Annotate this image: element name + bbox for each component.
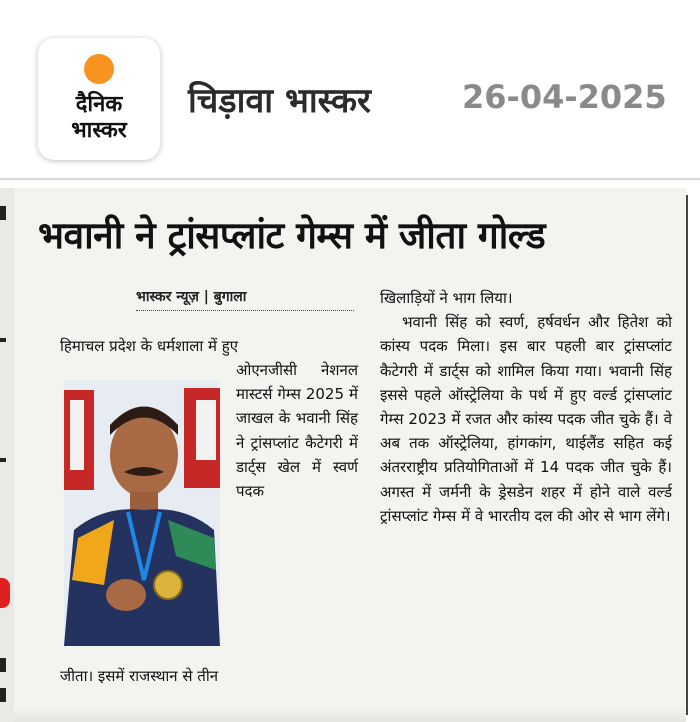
column1-bottom-text: जीता। इसमें राजस्थान से तीन [60, 667, 219, 685]
article-headline: भवानी ने ट्रांसप्लांट गेम्स में जीता गोल्ड [38, 214, 546, 257]
edge-mark [0, 338, 6, 342]
column1-side-text: ओएनजीसी नेशनल मास्टर्स गेम्स 2025 में जाखल के भवानी सिंह ने ट्रांसप्लांट कैटेगरी में डार्ट्स खेल में स्वर्ण पदक [236, 361, 358, 501]
athlete-photo[interactable] [64, 380, 220, 646]
column1-lead-text: हिमाचल प्रदेश के धर्मशाला में हुए [60, 337, 239, 355]
edge-mark [0, 688, 6, 702]
header-divider [0, 178, 700, 180]
edge-red-mark [0, 578, 10, 608]
clip-bottom-edge [14, 708, 686, 722]
logo-text-line2: भास्कर [71, 118, 127, 143]
article-column1-lead [60, 334, 358, 358]
article-column1-bottom [60, 664, 358, 688]
article-column1-side [236, 358, 358, 503]
neighbor-clip-edge [0, 188, 14, 722]
byline-rule [136, 310, 354, 312]
column2-para1: खिलाड़ियों ने भाग लिया। [380, 289, 513, 307]
column2-para2: भवानी सिंह को स्वर्ण, हर्षवर्धन और हितेश को कांस्य पदक मिला। इस बार पहली बार ट्रांसप्लांट कैटेगरी में डार्ट्स को शामिल किया गया। भवानी सिंह इससे पहले ऑस्ट्रेलिया के पर्थ में हुए वर्ल्ड ट्रांसप्लांट गेम्स 2023 में रजत और कांस्य पदक जीत चुके हैं। वे अब तक ऑस्ट्रेलिया, हांगकांग, थाईलैंड सहित कई अंतरराष्ट्रीय प्रतियोगिताओं में 14 पदक जीत चुके हैं। अगस्त में जर्मनी के ड्रेसडेन शहर में होने वाले वर्ल्ड ट्रांसप्लांट गेम्स में वे भारतीय दल की ओर से भाग लेंगे। [380, 313, 672, 525]
article-column2 [380, 286, 672, 528]
article-byline: भास्कर न्यूज़ | बुगाला [136, 289, 247, 305]
edition-title: चिड़ावा भास्कर [188, 81, 371, 121]
athlete-photo-image [64, 380, 220, 646]
app-header [0, 0, 700, 180]
edition-date: 26-04-2025 [462, 78, 667, 116]
logo-text-line1: दैनिक [75, 92, 123, 117]
edge-mark [0, 658, 6, 672]
dainik-bhaskar-logo[interactable] [38, 38, 160, 160]
edge-mark [0, 206, 6, 220]
sun-logo-icon [84, 54, 114, 84]
clip-right-border [686, 195, 688, 715]
edge-mark [0, 458, 6, 462]
